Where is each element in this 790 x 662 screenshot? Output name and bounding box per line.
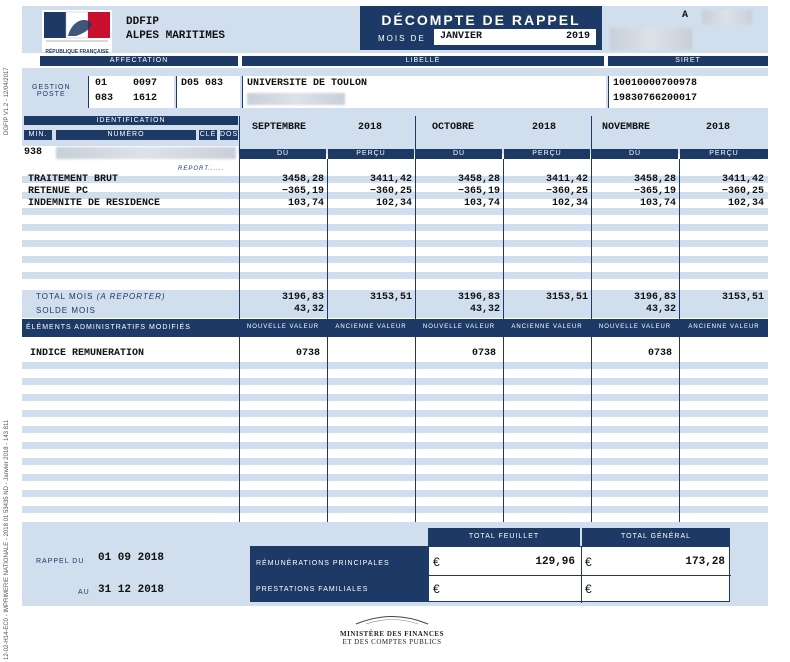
min-value: 938 [24, 147, 43, 158]
employer-name: UNIVERSITE DE TOULON [247, 78, 368, 89]
mois-de-label: MOIS DE [378, 34, 426, 43]
total-value: 3153,51 [369, 292, 412, 303]
solde-mois-label: SOLDE MOIS [36, 306, 96, 315]
percu-header-3: PERÇU [680, 149, 768, 159]
totals-grid [428, 546, 730, 602]
org-department: ALPES MARITIMES [126, 30, 226, 42]
month-3-name: NOVEMBRE [602, 122, 651, 133]
du-header-1: DÛ [240, 149, 326, 159]
total-value: 3196,83 [633, 292, 676, 303]
month-2-year: 2018 [532, 122, 557, 133]
min-label: MIN. [24, 130, 52, 140]
euro-sign: € [585, 582, 592, 596]
logo-caption: RÉPUBLIQUE FRANÇAISE [45, 49, 109, 55]
month-1-year: 2018 [358, 122, 383, 133]
euro-sign: € [585, 555, 592, 569]
gestion-codes: 01 0097 083 1612 [88, 76, 174, 108]
poste-code: D05 083 [176, 76, 240, 108]
total-general-label: TOTAL GÉNÉRAL [582, 528, 730, 546]
line-label: INDEMNITE DE RESIDENCE [28, 198, 161, 209]
total-value: 3153,51 [545, 292, 588, 303]
month-2-name: OCTOBRE [432, 122, 475, 133]
libelle-label: LIBELLÉ [242, 56, 604, 66]
doc-title: DÉCOMPTE DE RAPPEL [381, 12, 581, 28]
siret-2: 19830766200017 [613, 93, 698, 104]
total-feuillet-label: TOTAL FEUILLET [428, 528, 580, 546]
ministere-logo: MINISTÈRE DES FINANCES ET DES COMPTES PUBLICS [322, 612, 462, 648]
total-value: 3196,83 [457, 292, 500, 303]
recipient-redacted [702, 10, 752, 24]
month-1-name: SEPTEMBRE [252, 122, 307, 133]
remun-label: RÉMUNÉRATIONS PRINCIPALES [256, 560, 390, 567]
elements-title: ÉLÉMENTS ADMINISTRATIFS MODIFIÉS [26, 324, 191, 331]
au-label: AU [78, 589, 90, 596]
report-label: REPORT...... [178, 166, 225, 172]
date-from: 01 09 2018 [98, 552, 165, 564]
ministere-arc-icon [352, 613, 432, 625]
percu-header-1: PERÇU [328, 149, 414, 159]
element-label: INDICE REMUNERATION [30, 348, 145, 359]
decompte-document: RÉPUBLIQUE FRANÇAISE DDFIP ALPES MARITIMES DÉCOMPTE DE RAPPEL MOIS DE JANVIER 2019 A AFFECTATION LIBELLÉ SIRET GESTION POSTE 01 0097 083 1612 D05 083 UNIVERSITE DE TOULON 10010000700978 19830766200017 IDENTIFICATION MIN. NUMÉRO CLÉ DOS SEPTEMBRE 2018 OCTOBRE 2018 NOVEMBRE 2018 938 DÛ PERÇU DÛ PERÇU DÛ PERÇU REPORT...... TRAITEMENT BRUT 3458,28 3411,42 3458,28 3411,42 3458,28 3411,42 RETENUE PC −365,19 −360,25 −365,19 −360,25 −365,19 −360,25 INDEMNITE DE RESIDENCE 103,74 102,34 103,74 102,34 103,74 102,34 TOTAL MOIS (A REPORTER) SOLDE MOIS 3196,83 3153,51 3196,83 3153,51 3196,83 3153,51 43,32 43,32 43,32 ÉLÉMENTS ADMINISTRATIFS MODIFIÉS NOUVELLE VALEUR ANCIENNE VALEUR NOUVELLE VALEUR ANCIENNE VALEUR NOUVELLE VALEUR ANCIENNE VALEUR INDICE REMUNERATION 0738 0738 0738 RAPPEL DU 01 09 2018 AU 31 12 2018 RÉMUNÉRATIONS PRINCIPALES PRESTATIONS FAMILIALES TOTAL FEUILLET TOTAL GÉNÉRAL € € € € 129,96 173,28 MINISTÈRE DES FINANCES ET DES COMPTES PUBLICS [22, 6, 768, 656]
org-name: DDFIP [126, 16, 160, 28]
title-box [360, 6, 602, 50]
euro-sign: € [433, 582, 440, 596]
siret-box [608, 76, 768, 108]
form-version: DGFIP V1.2 - 12/04/2017 [4, 67, 10, 135]
dos-label: DOS [220, 131, 239, 138]
line-label: RETENUE PC [28, 186, 89, 197]
total-value: 3153,51 [721, 292, 764, 303]
solde-value: 43,32 [293, 304, 324, 315]
identification-values [22, 146, 238, 160]
du-header-3: DÛ [592, 149, 678, 159]
month-value: JANVIER [440, 31, 483, 42]
republic-logo [42, 10, 112, 55]
recipient-address-redacted [610, 28, 692, 50]
date-to: 31 12 2018 [98, 584, 165, 596]
line-label: TRAITEMENT BRUT [28, 174, 119, 185]
rappel-du-label: RAPPEL DU [36, 558, 85, 565]
gestion-label: GESTION POSTE [32, 84, 71, 98]
printer-imprint: 12-02-H14-EC0 - IMPRIMERIE NATIONALE - 2018 01 53435 ND - Janvier 2018 - 143 811 [4, 419, 10, 660]
total-mois-label: TOTAL MOIS (A REPORTER) [36, 292, 166, 301]
libelle-redacted [247, 93, 345, 105]
affectation-label: AFFECTATION [40, 56, 238, 66]
solde-value: 43,32 [645, 304, 676, 315]
numero-label: NUMÉRO [56, 130, 196, 140]
total-feuillet-value: 129,96 [535, 556, 575, 568]
du-header-2: DÛ [416, 149, 502, 159]
elements-header: ÉLÉMENTS ADMINISTRATIFS MODIFIÉS NOUVELLE VALEUR ANCIENNE VALEUR NOUVELLE VALEUR ANCIENNE VALEUR NOUVELLE VALEUR ANCIENNE VALEUR [22, 319, 768, 337]
percu-header-2: PERÇU [504, 149, 590, 159]
total-value: 3196,83 [281, 292, 324, 303]
identification-title: IDENTIFICATION [24, 116, 238, 125]
year-value: 2019 [565, 31, 590, 42]
numero-redacted [56, 147, 236, 159]
solde-value: 43,32 [469, 304, 500, 315]
prest-label: PRESTATIONS FAMILIALES [256, 586, 369, 593]
cle-label: CLÉ [199, 131, 217, 138]
euro-sign: € [433, 555, 440, 569]
recipient-a-label: A [682, 10, 689, 21]
side-margin-text [2, 20, 16, 660]
marianne-icon [42, 10, 112, 44]
total-general-value: 173,28 [685, 556, 725, 568]
month-box [434, 29, 596, 45]
footer-labels-box [250, 546, 428, 602]
libelle-box [242, 76, 606, 108]
siret-1: 10010000700978 [613, 78, 698, 89]
month-3-year: 2018 [706, 122, 731, 133]
siret-label: SIRET [608, 56, 768, 66]
